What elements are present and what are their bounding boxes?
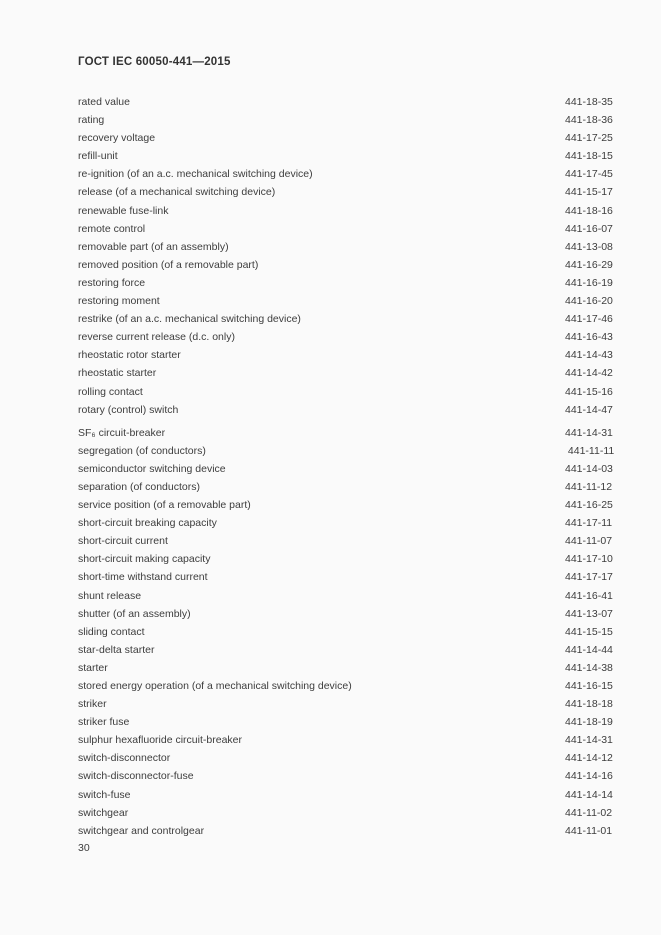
index-row xyxy=(78,641,611,659)
term-code: 441-16-43 xyxy=(565,331,613,344)
term-code: 441-14-31 xyxy=(565,426,613,439)
index-row xyxy=(78,478,611,496)
term-code: 441-16-41 xyxy=(565,589,613,602)
term-code: 441-17-17 xyxy=(565,571,613,584)
index-row xyxy=(78,442,615,460)
term-label: semiconductor switching device xyxy=(78,462,226,475)
term-code: 441-16-19 xyxy=(565,276,613,289)
index-row xyxy=(78,202,611,220)
term-label: rated value xyxy=(78,96,130,108)
term-label: restoring moment xyxy=(78,295,160,308)
index-row xyxy=(78,786,611,804)
term-code: 441-17-46 xyxy=(565,313,613,326)
term-label: sulphur hexafluoride circuit-breaker xyxy=(78,734,242,747)
term-code: 441-15-17 xyxy=(565,186,613,199)
term-label: stored energy operation (of a mechanical switching device) xyxy=(78,680,352,692)
index-list xyxy=(78,93,615,840)
term-code: 441-16-07 xyxy=(565,222,613,235)
term-code: 441-15-15 xyxy=(565,625,613,638)
index-row xyxy=(78,514,611,532)
term-label: release (of a mechanical switching device) xyxy=(78,186,276,199)
page-title: ГОСТ IEC 60050-441—2015 xyxy=(78,56,231,68)
index-row xyxy=(78,550,611,568)
term-code: 441-13-07 xyxy=(565,607,613,620)
index-section xyxy=(78,93,611,419)
term-code: 441-18-36 xyxy=(565,114,613,127)
index-row xyxy=(78,111,611,129)
term-code: 441-11-02 xyxy=(565,806,613,819)
index-row xyxy=(78,424,611,442)
term-label: rotary (control) switch xyxy=(78,403,179,416)
term-label: switchgear xyxy=(78,806,129,819)
term-code: 441-11-07 xyxy=(565,535,613,548)
index-row xyxy=(78,496,611,514)
index-row xyxy=(78,238,611,256)
term-label: striker xyxy=(78,698,107,711)
term-code: 441-14-31 xyxy=(565,734,613,747)
index-row xyxy=(78,310,611,328)
index-row xyxy=(78,383,611,401)
index-section xyxy=(78,424,615,840)
term-label: restrike (of an a.c. mechanical switching device) xyxy=(78,313,301,326)
term-label: switchgear and controlgear xyxy=(78,824,205,837)
index-row xyxy=(78,460,611,478)
term-code: 441-17-45 xyxy=(565,168,613,181)
term-label: segregation (of conductors) xyxy=(78,444,206,457)
term-label: starter xyxy=(78,661,108,674)
term-code: 441-11-12 xyxy=(565,480,613,493)
term-label: short-time withstand current xyxy=(78,571,208,584)
index-row xyxy=(78,328,611,346)
index-row xyxy=(78,713,611,731)
term-label: striker fuse xyxy=(78,716,130,729)
term-label: reverse current release (d.c. only) xyxy=(78,331,235,344)
term-label: refill-unit xyxy=(78,150,118,163)
term-code: 441-14-16 xyxy=(565,770,613,783)
term-code: 441-16-20 xyxy=(565,295,613,308)
term-label: rolling contact xyxy=(78,385,143,398)
index-row xyxy=(78,220,611,238)
index-row xyxy=(78,532,611,550)
index-row xyxy=(78,183,611,201)
term-label: service position (of a removable part) xyxy=(78,499,251,512)
term-label: recovery voltage xyxy=(78,132,156,145)
term-code: 441-14-43 xyxy=(565,349,613,362)
term-label: SF₆ circuit-breaker xyxy=(78,426,166,439)
term-code: 441-15-16 xyxy=(565,385,613,398)
index-row xyxy=(78,165,611,183)
term-code: 441-14-44 xyxy=(565,643,613,656)
term-label: switch-disconnector xyxy=(78,752,171,765)
term-code: 441-18-15 xyxy=(565,150,613,163)
index-row xyxy=(78,659,611,677)
index-row xyxy=(78,129,611,147)
index-row xyxy=(78,93,611,111)
index-row xyxy=(78,731,611,749)
index-row xyxy=(78,292,611,310)
index-row xyxy=(78,749,611,767)
term-code: 441-14-03 xyxy=(565,462,613,475)
index-row xyxy=(78,364,611,382)
term-label: sliding contact xyxy=(78,625,145,638)
term-code: 441-14-14 xyxy=(565,788,613,801)
term-label: star-delta starter xyxy=(78,643,155,656)
term-label: removable part (of an assembly) xyxy=(78,240,229,253)
index-row xyxy=(78,568,611,586)
term-code: 441-18-16 xyxy=(565,204,613,217)
term-label: restoring force xyxy=(78,276,146,289)
term-label: rheostatic starter xyxy=(78,367,157,380)
term-label: separation (of conductors) xyxy=(78,480,200,493)
term-label: short-circuit breaking capacity xyxy=(78,517,217,530)
index-row xyxy=(78,677,611,695)
term-code: 441-13-08 xyxy=(565,240,613,253)
index-row xyxy=(78,695,611,713)
term-label: renewable fuse-link xyxy=(78,204,169,217)
term-code: 441-14-12 xyxy=(565,752,613,765)
term-code: 441-14-47 xyxy=(565,403,613,416)
index-row xyxy=(78,587,611,605)
term-code: 441-11-01 xyxy=(565,824,613,837)
term-code: 441-16-29 xyxy=(565,258,613,271)
term-label: short-circuit making capacity xyxy=(78,553,211,566)
page-number: 30 xyxy=(78,842,90,854)
term-code: 441-18-35 xyxy=(565,96,613,108)
term-code: 441-16-25 xyxy=(565,499,613,512)
index-row xyxy=(78,147,611,165)
index-row xyxy=(78,605,611,623)
term-label: switch-fuse xyxy=(78,788,131,801)
term-code: 441-17-25 xyxy=(565,132,613,145)
term-label: removed position (of a removable part) xyxy=(78,258,259,271)
term-code: 441-14-42 xyxy=(565,367,613,380)
term-label: short-circuit current xyxy=(78,535,168,548)
term-code: 441-17-10 xyxy=(565,553,613,566)
term-label: remote control xyxy=(78,222,146,235)
index-row xyxy=(78,401,611,419)
term-label: shunt release xyxy=(78,589,142,602)
term-label: re-ignition (of an a.c. mechanical switching device) xyxy=(78,168,313,181)
term-label: rating xyxy=(78,114,105,127)
index-row xyxy=(78,767,611,785)
term-label: switch-disconnector-fuse xyxy=(78,770,194,783)
index-row xyxy=(78,822,611,840)
term-code: 441-17-11 xyxy=(565,517,613,530)
index-row xyxy=(78,346,611,364)
index-row xyxy=(78,623,611,641)
term-code: 441-16-15 xyxy=(565,680,613,692)
term-label: shutter (of an assembly) xyxy=(78,607,191,620)
term-code: 441-18-18 xyxy=(565,698,613,711)
index-row xyxy=(78,256,611,274)
term-code: 441-14-38 xyxy=(565,661,613,674)
term-label: rheostatic rotor starter xyxy=(78,349,181,362)
term-code: 441-11-11 xyxy=(565,444,615,457)
index-row xyxy=(78,274,611,292)
term-code: 441-18-19 xyxy=(565,716,613,729)
index-row xyxy=(78,804,611,822)
